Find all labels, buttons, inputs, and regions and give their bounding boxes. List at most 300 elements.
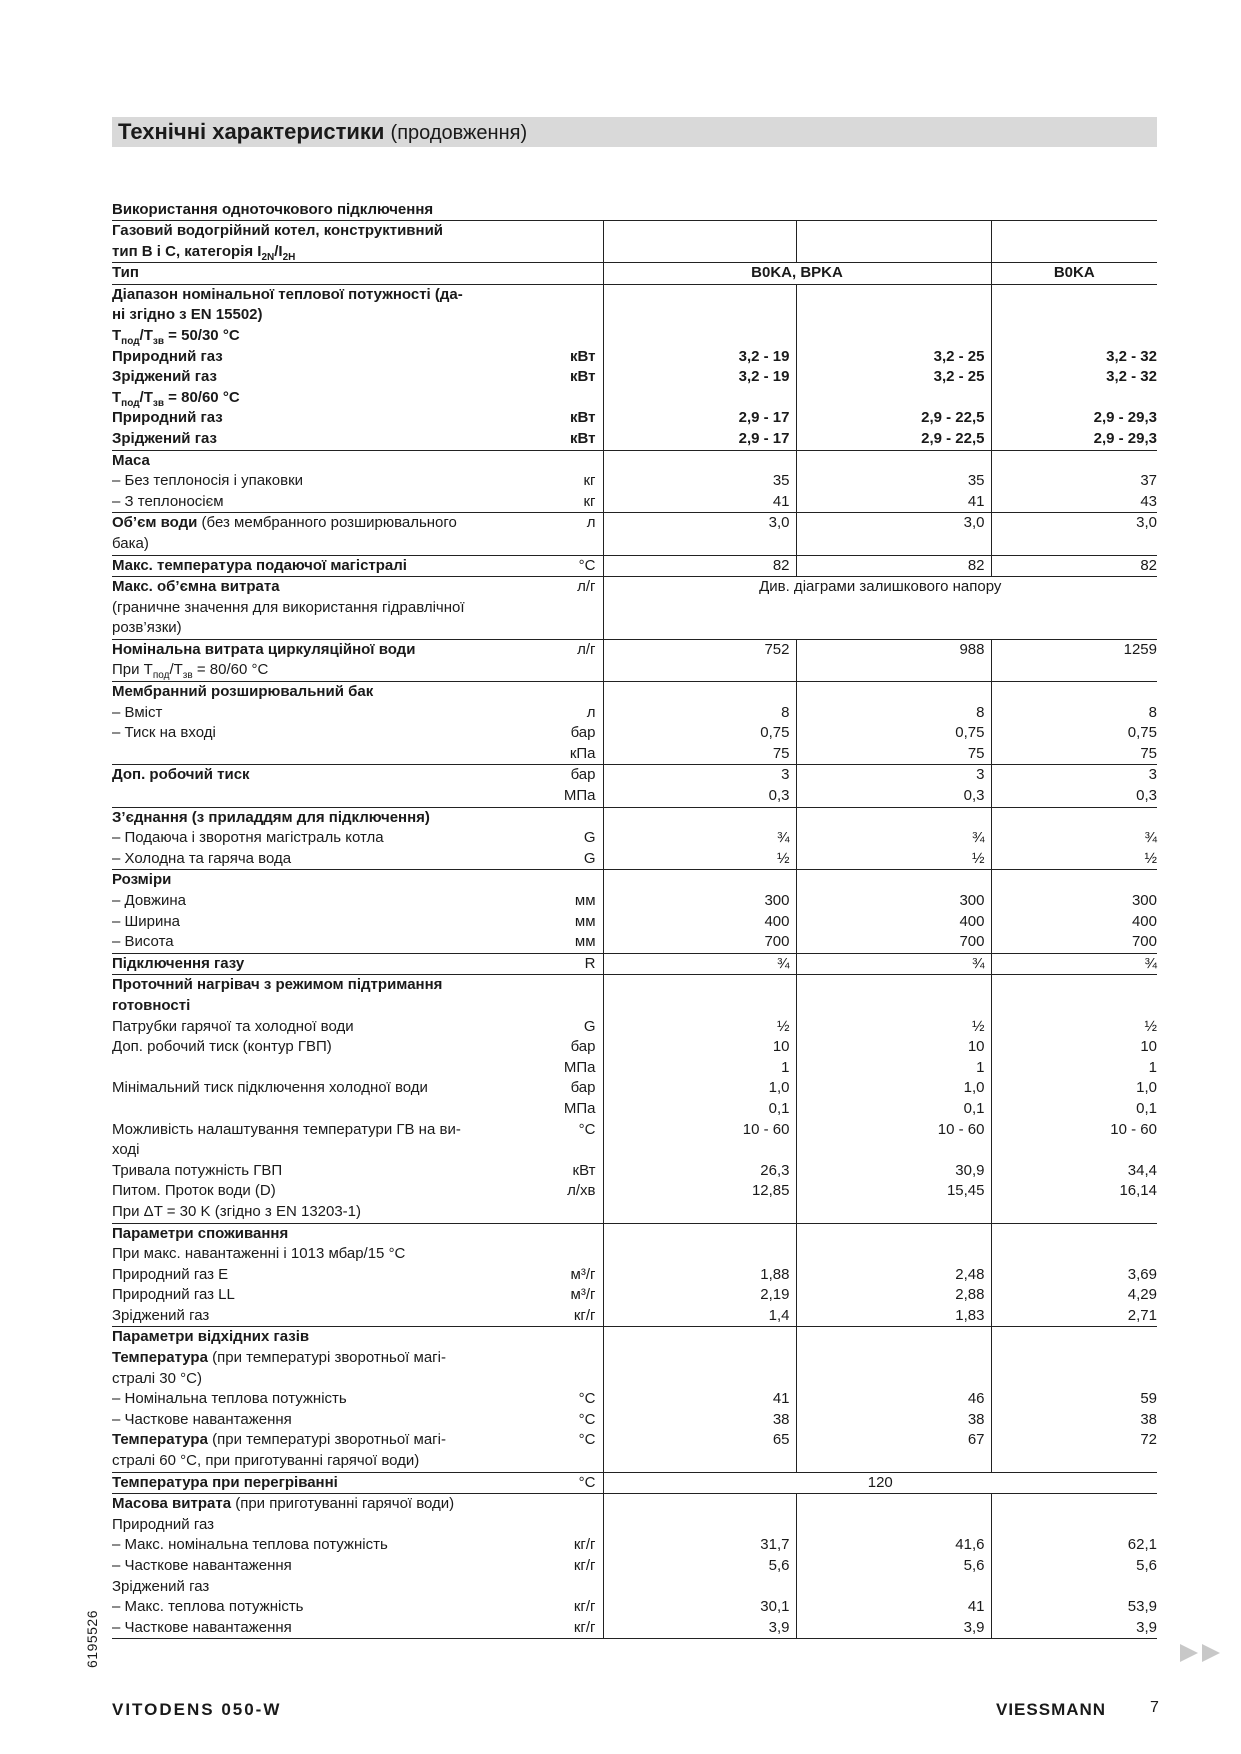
row-unit: °C xyxy=(494,1472,603,1494)
row-value-v1 xyxy=(603,1327,796,1348)
table-row xyxy=(112,1306,1157,1327)
table-row xyxy=(112,639,1157,681)
row-unit: кг/г xyxy=(494,1306,603,1327)
row-value-v1: 752 xyxy=(603,639,796,681)
table-row xyxy=(112,682,1157,703)
row-label: З’єднання (з приладдям для підключення) xyxy=(112,807,494,828)
row-label: Масова витрата (при приготуванні гарячої води) Природний газ xyxy=(112,1494,494,1536)
row-value-v1: ½ xyxy=(603,1017,796,1038)
row-value-v2: 988 xyxy=(796,639,991,681)
row-label: Діапазон номінальної теплової потужності (да- ні згідно з EN 15502) xyxy=(112,284,494,326)
row-unit: мм xyxy=(494,912,603,933)
row-value-v2: 3,2 - 25 xyxy=(796,367,991,388)
row-value-v1: 2,19 xyxy=(603,1285,796,1306)
row-value-v1: 12,85 xyxy=(603,1181,796,1223)
row-unit: м³/г xyxy=(494,1265,603,1286)
row-value-v1: 26,3 xyxy=(603,1161,796,1182)
row-value-v1 xyxy=(603,975,796,1017)
row-unit: бар xyxy=(494,1037,603,1058)
row-label xyxy=(112,1099,494,1120)
row-value-v1 xyxy=(603,807,796,828)
row-label: $T_{под}/T_{зв} = 50/30$ °C xyxy=(112,326,240,347)
row-unit xyxy=(494,1577,603,1598)
spec-table xyxy=(112,220,1157,1639)
row-value-v2 xyxy=(796,1327,991,1348)
row-value-v1: 1,4 xyxy=(603,1306,796,1327)
row-value-v2: 0,75 xyxy=(796,723,991,744)
table-row xyxy=(112,1618,1157,1639)
row-unit: кВт xyxy=(494,429,603,450)
row-value-v1: 41 xyxy=(603,1389,796,1410)
table-row xyxy=(112,284,1157,326)
row-label: – Часткове навантаження xyxy=(112,1557,292,1574)
row-label: Макс. температура подаючої магістралі xyxy=(112,555,494,577)
row-value-v3: 5,6 xyxy=(1136,1557,1157,1574)
type-header-b0ka-bpka: B0KA, BPKA xyxy=(603,263,991,285)
table-row xyxy=(112,1037,1157,1058)
row-unit: л/г xyxy=(494,577,603,640)
row-value-v2: 3,0 xyxy=(796,513,991,555)
row-unit: кг/г xyxy=(494,1618,603,1639)
table-row xyxy=(112,1078,1157,1099)
row-value-v1 xyxy=(603,326,796,347)
row-value-v2: 10 - 60 xyxy=(796,1120,991,1161)
row-unit: л xyxy=(494,513,603,555)
table-row xyxy=(112,1327,1157,1348)
row-unit xyxy=(494,263,603,285)
row-value-v1: 65 xyxy=(603,1430,796,1472)
row-value-v1 xyxy=(603,284,796,326)
row-value-v3: 3,0 xyxy=(991,513,1157,555)
row-label xyxy=(112,786,494,807)
row-value-v1: 300 xyxy=(603,891,796,912)
table-row xyxy=(112,1472,1157,1494)
row-value-v1: 3,2 - 19 xyxy=(603,347,796,368)
row-label: – Макс. номінальна теплова потужність xyxy=(112,1536,388,1554)
row-value-v3: 1,0 xyxy=(1136,1079,1157,1097)
row-value-v3: 37 xyxy=(1140,472,1157,490)
row-value-v1: 0,75 xyxy=(603,723,796,744)
row-value-v3 xyxy=(991,1577,1157,1598)
row-value-v2 xyxy=(796,807,991,828)
row-value-v1: 31,7 xyxy=(603,1535,796,1556)
row-value-v3: 2,9 - 29,3 xyxy=(1093,429,1157,447)
row-value-v2: 700 xyxy=(796,932,991,953)
table-row xyxy=(112,932,1157,953)
table-row xyxy=(112,786,1157,807)
row-value-v1: 700 xyxy=(603,932,796,953)
table-row xyxy=(112,1494,1157,1536)
row-value-v1: 82 xyxy=(603,555,796,577)
row-value-v2: 2,9 - 22,5 xyxy=(796,429,991,450)
row-value-v2: 41 xyxy=(796,492,991,513)
row-value-v2: 5,6 xyxy=(796,1556,991,1577)
table-row xyxy=(112,388,1157,409)
row-value-v3: 3,2 - 32 xyxy=(1106,368,1157,386)
row-unit: МПа xyxy=(494,1099,603,1120)
table-row xyxy=(112,1099,1157,1120)
table-row xyxy=(112,1161,1157,1182)
row-value-v2: 67 xyxy=(796,1430,991,1472)
row-label: Патрубки гарячої та холодної води xyxy=(112,1017,354,1035)
row-value-v3: ½ xyxy=(1144,849,1157,867)
row-unit: °C xyxy=(494,1120,603,1161)
row-value-v2 xyxy=(796,1348,991,1389)
row-value-v3 xyxy=(991,870,1157,891)
row-value-v2: 41,6 xyxy=(796,1535,991,1556)
table-row xyxy=(112,263,1157,285)
row-unit xyxy=(494,326,603,347)
table-row xyxy=(112,744,1157,765)
table-row xyxy=(112,1535,1157,1556)
row-value-v2: 2,48 xyxy=(796,1265,991,1286)
row-value-v2: 0,3 xyxy=(796,786,991,807)
row-label: Зріджений газ xyxy=(112,1306,210,1324)
row-value-v1 xyxy=(603,221,796,263)
row-value-v2: 0,1 xyxy=(796,1099,991,1120)
table-row xyxy=(112,849,1157,870)
row-unit xyxy=(494,682,603,703)
row-value-v2: 15,45 xyxy=(796,1181,991,1223)
row-value-v2 xyxy=(796,1494,991,1536)
brand-logo: VIESSMANN xyxy=(996,1700,1107,1719)
row-label: Можливість налаштування температури ГВ на ви- ході xyxy=(112,1120,461,1159)
row-label: Доп. робочий тиск xyxy=(112,765,494,786)
row-value-v1: 3,9 xyxy=(603,1618,796,1639)
row-value-v1 xyxy=(603,1348,796,1389)
row-value-v3: ½ xyxy=(1144,1017,1157,1035)
row-unit: бар xyxy=(494,723,603,744)
row-label: – Висота xyxy=(112,933,174,951)
row-label: Зріджений газ xyxy=(112,1577,210,1595)
row-value-v3: 38 xyxy=(1140,1410,1157,1428)
row-unit xyxy=(494,975,603,1017)
row-value-v1: ½ xyxy=(603,849,796,870)
row-value-v3: 300 xyxy=(1131,892,1157,909)
row-value-v3 xyxy=(991,450,1157,471)
row-label: Природний газ LL xyxy=(112,1286,235,1304)
row-label: Температура (при температурі зворотньої магі- стралі 60 °C, при приготуванні гарячої води) xyxy=(112,1431,446,1470)
row-value-v2: 400 xyxy=(796,912,991,933)
row-unit xyxy=(494,284,603,326)
row-unit: мм xyxy=(494,932,603,953)
row-value-v1 xyxy=(603,388,796,409)
row-unit: кВт xyxy=(494,367,603,388)
row-unit: МПа xyxy=(494,786,603,807)
row-value-v2: 8 xyxy=(796,703,991,724)
row-label: – Вміст xyxy=(112,703,163,721)
row-value-v2: 1 xyxy=(796,1058,991,1079)
row-value-v3: 53,9 xyxy=(1127,1598,1157,1616)
row-label: Проточний нагрівач з режимом підтримання готовності xyxy=(112,975,494,1017)
table-row xyxy=(112,807,1157,828)
table-row xyxy=(112,1285,1157,1306)
row-unit: бар xyxy=(494,765,603,786)
row-label: Мембранний розширювальний бак xyxy=(112,682,494,703)
row-label: Природний газ xyxy=(112,347,223,365)
row-value-v1 xyxy=(603,1223,796,1265)
table-row xyxy=(112,429,1157,450)
row-label: – З теплоносієм xyxy=(112,492,224,510)
row-label: Макс. об’ємна витрата (граничне значення для використання гідравлічної розв’язки) xyxy=(112,577,494,640)
page-number: 7 xyxy=(1150,1699,1159,1716)
row-value-v2: 46 xyxy=(796,1389,991,1410)
row-unit xyxy=(494,221,603,263)
row-unit: кг/г xyxy=(494,1535,603,1556)
table-row xyxy=(112,408,1157,429)
row-value-v3 xyxy=(991,284,1157,326)
row-value-v3 xyxy=(991,1327,1157,1348)
row-value-v1: ¾ xyxy=(603,953,796,975)
table-row xyxy=(112,1597,1157,1618)
table-row xyxy=(112,1430,1157,1472)
row-value-v2: 2,9 - 22,5 xyxy=(796,408,991,429)
row-label: Температура при перегріванні xyxy=(112,1472,494,1494)
row-value-v1: 2,9 - 17 xyxy=(603,408,796,429)
row-label: – Довжина xyxy=(112,892,187,909)
row-value-v3: ¾ xyxy=(991,953,1157,975)
table-row xyxy=(112,975,1157,1017)
row-value-v2: ¾ xyxy=(796,953,991,975)
row-value-v2 xyxy=(796,975,991,1017)
row-unit: л xyxy=(494,703,603,724)
row-label: Природний газ xyxy=(112,409,223,427)
row-value-v3: 43 xyxy=(1140,492,1157,510)
row-value-v2: 75 xyxy=(796,744,991,765)
row-value-v1: 3,2 - 19 xyxy=(603,367,796,388)
table-row xyxy=(112,891,1157,912)
row-value-v2 xyxy=(796,326,991,347)
row-value-v3: 72 xyxy=(1140,1431,1157,1449)
row-value-v3: 400 xyxy=(1131,912,1157,930)
row-unit xyxy=(494,1494,603,1536)
row-label: Зріджений газ xyxy=(112,368,217,386)
table-row xyxy=(112,870,1157,891)
table-row xyxy=(112,513,1157,555)
row-value-v3: 10 xyxy=(1140,1038,1157,1056)
table-row xyxy=(112,1265,1157,1286)
row-value-v2: 300 xyxy=(796,891,991,912)
row-value-v3 xyxy=(991,1348,1157,1389)
row-value-v2: 3,2 - 25 xyxy=(796,347,991,368)
row-value-v3: 8 xyxy=(1148,703,1157,721)
row-value-v3 xyxy=(991,807,1157,828)
row-value-v3: 1259 xyxy=(991,639,1157,681)
row-unit: МПа xyxy=(494,1058,603,1079)
row-value-v2: 10 xyxy=(796,1037,991,1058)
row-label: Питом. Проток води (D) При ΔT = 30 K (згідно з EN 13203-1) xyxy=(112,1182,362,1220)
row-value-v3: 75 xyxy=(1140,744,1157,762)
row-value-v2 xyxy=(796,1577,991,1598)
table-row xyxy=(112,221,1157,263)
row-value-v2: 41 xyxy=(796,1597,991,1618)
double-arrow-right-icon[interactable] xyxy=(1180,1644,1228,1662)
row-value-v1: 1 xyxy=(603,1058,796,1079)
row-label: Мінімальний тиск підключення холодної води xyxy=(112,1079,428,1097)
row-value-v2: 38 xyxy=(796,1410,991,1431)
row-value-v3 xyxy=(991,1494,1157,1536)
row-value-v2: 82 xyxy=(796,555,991,577)
row-label: – Тиск на вході xyxy=(112,724,216,742)
row-value-v1: 0,1 xyxy=(603,1099,796,1120)
row-unit: R xyxy=(494,953,603,975)
table-row xyxy=(112,347,1157,368)
row-unit: °C xyxy=(494,1430,603,1472)
row-value-v2: 1,83 xyxy=(796,1306,991,1327)
row-value-v2: 3 xyxy=(796,765,991,786)
row-value-v3: 4,29 xyxy=(1127,1286,1157,1304)
row-unit: л/хв xyxy=(494,1181,603,1223)
row-value-v3: ¾ xyxy=(1144,829,1157,847)
section-title: Технічні характеристики (продовження) xyxy=(118,119,528,144)
row-value-v3: 34,4 xyxy=(1127,1161,1157,1179)
row-label: Тривала потужність ГВП xyxy=(112,1161,283,1179)
row-value-v1: 10 - 60 xyxy=(603,1120,796,1161)
row-value-v1 xyxy=(603,682,796,703)
row-value-v3: 3,9 xyxy=(991,1618,1157,1639)
row-unit: кВт xyxy=(494,1161,603,1182)
row-span-value: 120 xyxy=(603,1472,1157,1494)
table-row xyxy=(112,1120,1157,1161)
row-label: Об’єм води (без мембранного розширювального бака) xyxy=(112,513,494,555)
row-unit xyxy=(494,1348,603,1389)
row-value-v2 xyxy=(796,682,991,703)
row-value-v2: ½ xyxy=(796,849,991,870)
row-label: Номінальна витрата циркуляційної води При $T_{под}/T_{зв} = 80/60$ °C xyxy=(112,639,494,681)
table-row xyxy=(112,1556,1157,1577)
table-title: Використання одноточкового підключення xyxy=(112,201,434,218)
row-unit: кВт xyxy=(494,408,603,429)
row-value-v1: 8 xyxy=(603,703,796,724)
table-row xyxy=(112,471,1157,492)
row-value-v1: 30,1 xyxy=(603,1597,796,1618)
row-label: – Холодна та гаряча вода xyxy=(112,849,292,867)
table-row xyxy=(112,765,1157,786)
row-value-v1: 2,9 - 17 xyxy=(603,429,796,450)
row-unit: кг xyxy=(494,471,603,492)
table-row xyxy=(112,1410,1157,1431)
row-label: $T_{под}/T_{зв} = 80/60$ °C xyxy=(112,388,240,409)
row-value-v3 xyxy=(991,388,1157,409)
row-value-v1: 75 xyxy=(603,744,796,765)
row-value-v3 xyxy=(991,221,1157,263)
row-label: Зріджений газ xyxy=(112,429,217,447)
row-unit: м³/г xyxy=(494,1285,603,1306)
row-label: – Часткове навантаження xyxy=(112,1618,494,1639)
row-unit: кПа xyxy=(494,744,603,765)
row-value-v3 xyxy=(991,975,1157,1017)
row-value-v2: ½ xyxy=(796,1017,991,1038)
row-value-v1: 35 xyxy=(603,471,796,492)
row-value-v2: 35 xyxy=(796,471,991,492)
row-value-v2: 1,0 xyxy=(796,1078,991,1099)
table-row xyxy=(112,723,1157,744)
row-unit: мм xyxy=(494,891,603,912)
row-value-v1: 1,0 xyxy=(603,1078,796,1099)
row-value-v3: 2,9 - 29,3 xyxy=(1093,409,1157,427)
row-value-v3: 1 xyxy=(1148,1058,1157,1076)
row-unit: бар xyxy=(494,1078,603,1099)
row-value-v2 xyxy=(796,870,991,891)
table-row xyxy=(112,1181,1157,1223)
row-unit xyxy=(494,1223,603,1265)
row-value-v3 xyxy=(991,1223,1157,1265)
table-row xyxy=(112,953,1157,975)
document-number: 6195526 xyxy=(84,1609,100,1668)
row-unit: кг xyxy=(494,492,603,513)
row-label: Газовий водогрійний котел, конструктивний тип B і C, категорія $I_{2N}/I_{2H}$ xyxy=(112,221,494,263)
row-value-v1 xyxy=(603,450,796,471)
row-unit: кг/г xyxy=(494,1597,603,1618)
section-header-bar xyxy=(112,117,1157,147)
table-row xyxy=(112,912,1157,933)
row-value-v3: 16,14 xyxy=(1119,1182,1157,1200)
table-row xyxy=(112,1223,1157,1265)
table-row xyxy=(112,1577,1157,1598)
row-value-v1 xyxy=(603,870,796,891)
row-label: – Макс. теплова потужність xyxy=(112,1598,304,1616)
row-label: – Ширина xyxy=(112,912,180,930)
row-value-v3: 82 xyxy=(991,555,1157,577)
row-label xyxy=(112,744,494,765)
table-row xyxy=(112,326,1157,347)
row-value-v1: 0,3 xyxy=(603,786,796,807)
row-value-v1: 3,0 xyxy=(603,513,796,555)
row-unit: °C xyxy=(494,1389,603,1410)
table-row xyxy=(112,367,1157,388)
row-label: Маса xyxy=(112,450,494,471)
row-value-v1: ¾ xyxy=(603,828,796,849)
row-label: – Без теплоносія і упаковки xyxy=(112,472,304,490)
row-value-v3: 0,75 xyxy=(1127,724,1157,742)
row-value-v1: 10 xyxy=(603,1037,796,1058)
row-value-v2: 30,9 xyxy=(796,1161,991,1182)
row-unit xyxy=(494,807,603,828)
row-value-v2: 2,88 xyxy=(796,1285,991,1306)
row-unit xyxy=(494,450,603,471)
row-value-v1 xyxy=(603,1577,796,1598)
row-value-v3: 3 xyxy=(991,765,1157,786)
row-label: Параметри відхідних газів xyxy=(112,1327,494,1348)
row-value-v1: 5,6 xyxy=(603,1556,796,1577)
table-row xyxy=(112,828,1157,849)
product-name: VITODENS 050-W xyxy=(112,1700,282,1719)
row-label: Підключення газу xyxy=(112,953,494,975)
row-unit: G xyxy=(494,1017,603,1038)
row-label: – Номінальна теплова потужність xyxy=(112,1390,347,1408)
row-label: Доп. робочий тиск (контур ГВП) xyxy=(112,1038,332,1056)
row-value-v1: 41 xyxy=(603,492,796,513)
row-value-v2 xyxy=(796,221,991,263)
row-value-v3: 700 xyxy=(1131,933,1157,951)
row-label: Параметри споживання При макс. навантаженні і 1013 мбар/15 °C xyxy=(112,1223,494,1265)
row-value-v3: 3,2 - 32 xyxy=(1106,347,1157,365)
row-unit xyxy=(494,870,603,891)
row-value-v1 xyxy=(603,1494,796,1536)
row-value-v3: 10 - 60 xyxy=(1110,1120,1157,1138)
row-value-v2 xyxy=(796,1223,991,1265)
row-value-v2 xyxy=(796,284,991,326)
table-row xyxy=(112,1017,1157,1038)
row-value-v3 xyxy=(991,326,1157,347)
row-value-v1: 400 xyxy=(603,912,796,933)
table-row xyxy=(112,1389,1157,1410)
row-label: Тип xyxy=(112,263,494,285)
row-value-v3: 2,71 xyxy=(1127,1306,1157,1324)
table-row xyxy=(112,1348,1157,1389)
row-unit: G xyxy=(494,849,603,870)
row-value-v3: 3,69 xyxy=(1127,1265,1157,1283)
